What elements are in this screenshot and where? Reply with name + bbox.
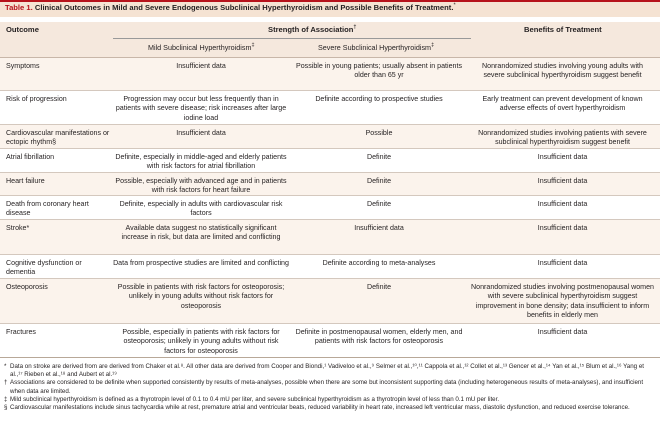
- mild-cell: Insufficient data: [176, 62, 226, 70]
- table-header: [0, 22, 660, 58]
- outcome-cell: Stroke*: [6, 224, 30, 232]
- table-footnotes: [4, 363, 656, 412]
- footnote: [4, 396, 656, 404]
- table-row: [0, 173, 660, 196]
- table-row: [0, 125, 660, 149]
- mild-cell: Data from prospective studies are limited and conflicting: [113, 259, 289, 267]
- footnote-text: Mild subclinical hyperthyroidism is defined as a thyrotropin level of 0.1 to 0.4 mU per liter, and severe subclinical hyperthyroidism as a thyrotropin level of less than 0.1 mU per liter.: [10, 395, 500, 403]
- benefits-cell: Insufficient data: [537, 153, 588, 161]
- mild-cell: Insufficient data: [176, 129, 226, 137]
- table-row: [0, 324, 660, 358]
- header-mild-label: Mild Subclinical Hyperthyroidism: [148, 43, 252, 52]
- footnote-mark: †: [4, 379, 8, 387]
- table-row: [0, 58, 660, 91]
- outcome-cell: Risk of progression: [6, 95, 67, 103]
- header-strength-mark: †: [353, 24, 357, 31]
- mild-cell: Progression may occur but less frequently than in patients with severe disease; risk increases after large iodine load: [115, 95, 287, 122]
- footnote-text: Associations are considered to be definite when supported consistently by results of meta-analyses, possible when there are some but inconsistent supporting data (including heterogeneous results of meta-analyses), and insufficient when data are limited.: [10, 379, 644, 395]
- table-label: Table 1.: [5, 3, 33, 12]
- outcome-cell: Symptoms: [6, 62, 40, 70]
- mild-cell: Possible, especially in patients with risk factors for osteoporosis; unlikely in young adults without risk factors for osteoporosis: [122, 328, 280, 355]
- benefits-cell: Nonrandomized studies involving postmenopausal women with severe subclinical hyperthyroidism suggest improvement in bone density; data insufficient to inform benefits in elderly men: [471, 283, 654, 320]
- severe-cell: Definite: [366, 177, 392, 185]
- outcome-cell: Cognitive dysfunction or dementia: [6, 259, 82, 277]
- header-benefits: Benefits of Treatment: [524, 25, 602, 34]
- severe-cell: Possible in young patients; usually absent in patients older than 65 yr: [295, 62, 463, 80]
- severe-cell: Definite according to meta-analyses: [322, 259, 436, 267]
- benefits-cell: Insufficient data: [537, 177, 588, 185]
- outcome-cell: Cardiovascular manifestations or ectopic rhythm§: [6, 129, 110, 147]
- header-severe-mark: ‡: [431, 42, 435, 49]
- header-outcome: Outcome: [6, 25, 39, 34]
- footnote-mark: §: [4, 404, 8, 412]
- footnote-text: Data on stroke are derived from are derived from Chaker et al.⁸. All other data are derived from Cooper and Biondi,¹ Vadiveloo et al.,⁹ Selmer et al.,¹⁰,¹¹ Cappola et al.,¹² Collet et al.,¹³ Gencer et al.,¹⁴ Yan et al.,¹⁵ Blum et al.,¹⁶ Yang et al.,¹⁷ Rieben et al.,¹⁸ and Aubert et al.¹⁹: [10, 363, 644, 379]
- severe-cell: Definite according to prospective studies: [315, 95, 443, 103]
- benefits-cell: Nonrandomized studies involving young adults with severe subclinical hyperthyroidism suggest benefit: [482, 62, 643, 80]
- outcome-cell: Osteoporosis: [6, 283, 48, 291]
- table-row: [0, 196, 660, 220]
- severe-cell: Definite: [366, 153, 392, 161]
- outcome-cell: Fractures: [6, 328, 36, 336]
- footnote: [4, 379, 656, 395]
- table-row: [0, 91, 660, 125]
- table-row: [0, 220, 660, 255]
- benefits-cell: Insufficient data: [537, 224, 588, 232]
- mild-cell: Possible in patients with risk factors for osteoporosis; unlikely in young adults without risk factors for osteoporosis: [117, 283, 285, 310]
- mild-cell: Definite, especially in adults with cardiovascular risk factors: [119, 200, 283, 218]
- severe-cell: Possible: [365, 129, 393, 137]
- title-footnote-mark: *: [453, 2, 456, 9]
- header-severe: [318, 43, 434, 52]
- severe-cell: Definite in postmenopausal women, elderly men, and patients with risk factors for osteoporosis: [295, 328, 463, 346]
- severe-cell: Definite: [366, 283, 392, 291]
- footnote-mark: ‡: [4, 395, 8, 403]
- footnote-text: Cardiovascular manifestations include sinus tachycardia while at rest, premature atrial and ventricular beats, reduced variability in heart rate, increased left ventricular mass, diastolic dysfunction, and reduced exercise tolerance.: [10, 404, 630, 412]
- header-mild-mark: ‡: [251, 42, 255, 49]
- table-body: [0, 58, 660, 358]
- outcome-cell: Atrial fibrillation: [6, 153, 55, 161]
- severe-cell: Insufficient data: [354, 224, 404, 232]
- benefits-cell: Insufficient data: [537, 328, 588, 336]
- header-strength-of-association: [268, 25, 356, 34]
- severe-cell: Definite: [366, 200, 392, 208]
- mild-cell: Definite, especially in middle-aged and elderly patients with risk factors for atrial fibrillation: [115, 153, 287, 171]
- footnote: [4, 363, 656, 379]
- table-title-bar: [0, 0, 660, 17]
- benefits-cell: Insufficient data: [537, 259, 588, 267]
- benefits-cell: Early treatment can prevent development of known adverse effects of overt hyperthyroidism: [482, 95, 643, 113]
- header-mild: [148, 43, 255, 52]
- footnote-mark: *: [4, 363, 7, 370]
- header-severe-label: Severe Subclinical Hyperthyroidism: [318, 43, 432, 52]
- table-row: [0, 279, 660, 324]
- footnote: [4, 404, 656, 412]
- table-title: Clinical Outcomes in Mild and Severe Endogenous Subclinical Hyperthyroidism and Possible Benefits of Treatment.: [34, 3, 454, 12]
- header-strength-label: Strength of Association: [268, 25, 354, 34]
- table-row: [0, 149, 660, 173]
- mild-cell: Available data suggest no statistically significant increase in risk, but data are limited and conflicting: [121, 224, 281, 242]
- outcome-cell: Heart failure: [6, 177, 45, 185]
- benefits-cell: Nonrandomized studies involving patients with severe subclinical hyperthyroidism suggest benefit: [478, 129, 647, 147]
- header-divider: [113, 38, 471, 39]
- benefits-cell: Insufficient data: [537, 200, 588, 208]
- outcome-cell: Death from coronary heart disease: [6, 200, 89, 218]
- table-row: [0, 255, 660, 279]
- mild-cell: Possible, especially with advanced age and in patients with risk factors for heart failure: [115, 177, 287, 195]
